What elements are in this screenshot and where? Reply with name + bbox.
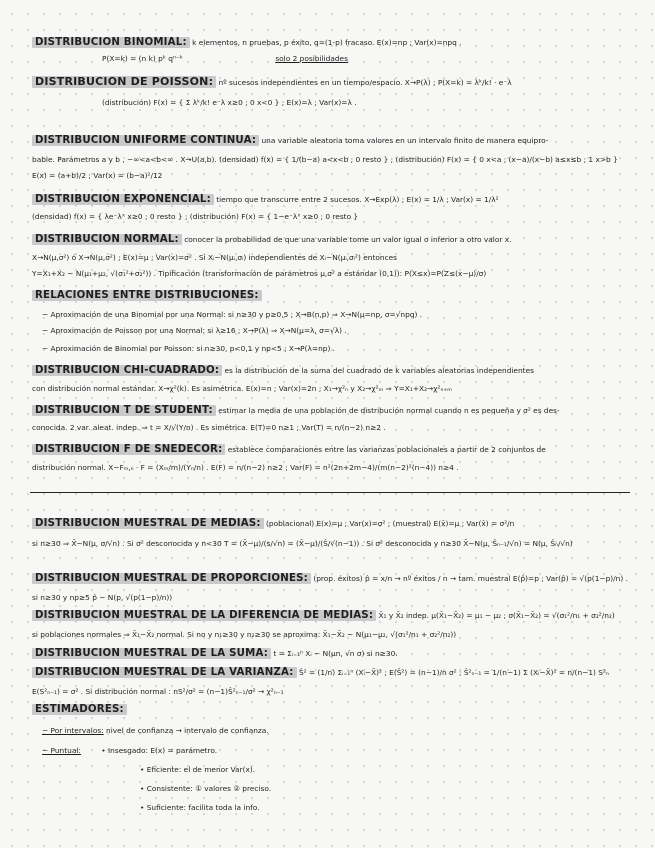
medias-line-2	[32, 538, 632, 549]
chi-heading: DISTRIBUCIÓN CHI-CUADRADO:	[32, 365, 222, 376]
fsnedecor-text-2: distribución normal. X~Fₘ,ₙ · F = (Xₘ/m)/(Yₙ/n) . E(F) = n/(n−2) n≥2 ; Var(F) = n²(2n+2m−4)/(m(n−2)²(n−4)) n≥4 .	[32, 463, 459, 472]
normal-text-2: X→N(μ,σ²) ó X→N(μ,σ²) ; E(x)=μ ; Var(x)=σ² . Si Xᵢ~N(μᵢ,σᵢ) independientes de Xᵢ~N(μᵢ,σᵢ²) entonces	[32, 253, 398, 262]
relaciones-item-3	[32, 343, 642, 354]
relaciones-line-1	[32, 290, 632, 301]
poisson-text: nº sucesos independientes en un tiempo/espacio. X→P(λ) ; P(X=k) = λᵏ/k! · e⁻λ	[218, 78, 512, 87]
fsnedecor-line-2	[32, 462, 632, 473]
relaciones-heading: RELACIONES ENTRE DISTRIBUCIONES:	[32, 290, 262, 301]
puntual-item: • Eficiente: el de menor Var(x).	[140, 765, 256, 774]
exponencial-heading: DISTRIBUCIÓN EXPONENCIAL:	[32, 194, 214, 205]
normal-line-3	[32, 268, 632, 279]
fsnedecor-line-1	[32, 444, 632, 455]
diferencia-text-1: X̄₁ y X̄₂ indep. μ(X̄₁−X̄₂) = μ₁ − μ₂ ; σ(X̄₁−X̄₂) = √(σ₁²/n₁ + σ₂²/n₂)	[378, 611, 615, 620]
uniforme-text-1: una variable aleatoria toma valores en un intervalo finito de manera equipro-	[261, 136, 549, 145]
varianza-line-1	[32, 667, 632, 678]
uniforme-heading: DISTRIBUCIÓN UNIFORME CONTINUA:	[32, 135, 259, 146]
binomial-note: solo 2 posibilidades	[275, 54, 348, 63]
medias-text-2: si n≥30 ⇒ X̄~N(μ, σ/√n) . Si σ² desconocida y n<30 T = (X̄−μ)/(s/√n) = (X̄−μ)/(Ŝ/√(n−1)) . Si σ² desconocida y n≥30 X̄~N(μ, Ŝₙ₋₁/√n) = N(μ, Ŝₙ/√n)	[32, 539, 573, 548]
estimadores-heading: ESTIMADORES:	[32, 704, 127, 715]
binomial-heading: DISTRIBUCIÓN BINOMIAL:	[32, 37, 190, 48]
puntual-item: • Insesgado: E(x) = parámetro.	[101, 746, 218, 755]
proporciones-heading: DISTRIBUCIÓN MUESTRAL DE PROPORCIONES:	[32, 573, 311, 584]
chi-line-1	[32, 365, 632, 376]
suma-line-1	[32, 648, 632, 659]
diferencia-line-1	[32, 610, 632, 621]
poisson-line-2	[32, 97, 632, 108]
estimadores-item-3	[32, 783, 632, 794]
estimadores-item-2	[32, 764, 632, 775]
student-text-2: conocida. 2 var. aleat. indep. ⇒ t = X/√(Y/n) . Es simétrica. E(T)=0 n≥1 ; Var(T) = n/(n−2) n≥2 .	[32, 423, 386, 432]
student-text-1: estimar la media de una población de distribución normal cuando n es pequeña y σ² es des-	[218, 406, 560, 415]
estimadores-puntual	[32, 745, 642, 756]
estimadores-line-1	[32, 704, 632, 715]
intervalos-label: − Por intervalos:	[42, 726, 104, 735]
relaciones-item-text: − Aproximación de Binomial por Poisson: si n≥30, p<0,1 y np<5 ; X→P(λ=np) .	[42, 344, 336, 353]
uniforme-line-3	[32, 170, 632, 181]
proporciones-line-2	[32, 592, 632, 603]
relaciones-item-text: − Aproximación de una Binomial por una Normal: si n≥30 y p≥0,5 ; X→B(n,p) ⇒ X→N(μ=np, σ=√npq) .	[42, 310, 423, 319]
intervalos-text: nivel de confianza → intervalo de confianza.	[106, 726, 269, 735]
binomial-line-2	[32, 53, 632, 64]
section-divider	[30, 492, 630, 493]
relaciones-item-1	[32, 309, 642, 320]
binomial-line-1	[32, 37, 632, 48]
estimadores-item-4	[32, 802, 632, 813]
puntual-label: − Puntual:	[42, 746, 81, 755]
varianza-heading: DISTRIBUCIÓN MUESTRAL DE LA VARIANZA:	[32, 667, 297, 678]
exponencial-text-2: (densidad) f(x) = { λe⁻λˣ x≥0 ; 0 resto } ; (distribución) F(x) = { 1−e⁻λˣ x≥0 ; 0 resto }	[32, 212, 359, 221]
medias-heading: DISTRIBUCIÓN MUESTRAL DE MEDIAS:	[32, 518, 264, 529]
normal-text-3: Y=X₁+X₂ ~ N(μ₁+μ₂, √(σ₁²+σ₂²)) . Tipificación (transformación de parámetros μ,σ² a estándar (0,1)): P(X≤x)=P(Z≤(x−μ)/σ)	[32, 269, 487, 278]
student-heading: DISTRIBUCIÓN T DE STUDENT:	[32, 405, 216, 416]
normal-line-2	[32, 252, 632, 263]
student-line-2	[32, 422, 632, 433]
normal-text-1: conocer la probabilidad de que una variable tome un valor igual o inferior a otro valor x.	[184, 235, 512, 244]
poisson-line-1	[32, 76, 632, 88]
normal-heading: DISTRIBUCIÓN NORMAL:	[32, 234, 182, 245]
puntual-item: • Suficiente: facilita toda la info.	[140, 803, 260, 812]
binomial-formula: P(X=k) = (n k) pᵏ qⁿ⁻ᵏ	[102, 54, 183, 63]
uniforme-line-1	[32, 135, 632, 146]
uniforme-line-2	[32, 154, 632, 165]
puntual-item: • Consistente: ① valores ② preciso.	[140, 784, 272, 793]
suma-text-1: t = Σᵢ₌₁ⁿ Xᵢ ~ N(μn, √n σ) si n≥30.	[273, 649, 398, 658]
varianza-line-2	[32, 686, 632, 697]
uniforme-text-3: E(x) = (a+b)/2 ; Var(x) = (b−a)²/12	[32, 171, 163, 180]
relaciones-item-2	[32, 325, 642, 336]
exponencial-line-1	[32, 194, 632, 205]
exponencial-line-2	[32, 211, 632, 222]
chi-line-2	[32, 383, 632, 394]
diferencia-text-2: si poblaciones normales ⇒ X̄₁−X̄₂ normal. Si no y n₁≥30 y n₂≥30 se aproxima: X̄₁−X̄₂ ~ N(μ₁−μ₂, √(σ₁²/n₁ + σ₂²/n₂))	[32, 630, 457, 639]
poisson-heading: DISTRIBUCIÓN DE POISSON:	[32, 76, 216, 88]
exponencial-text-1: tiempo que transcurre entre 2 sucesos. X→Exp(λ) ; E(x) = 1/λ ; Var(x) = 1/λ²	[216, 195, 499, 204]
normal-line-1	[32, 234, 632, 245]
estimadores-intervalos	[32, 725, 642, 736]
fsnedecor-heading: DISTRIBUCIÓN F DE SNEDECOR:	[32, 444, 225, 455]
proporciones-line-1	[32, 573, 632, 584]
diferencia-heading: DISTRIBUCIÓN MUESTRAL DE LA DIFERENCIA DE MEDIAS:	[32, 610, 376, 621]
proporciones-text-2: si n≥30 y np≥5 p̂ ~ N(p, √(p(1−p)/n))	[32, 593, 173, 602]
varianza-text-2: E(S²ₙ₋₁) = σ² . Si distribución normal : nS²/σ² = (n−1)Ŝ²ₙ₋₁/σ² → χ²ₙ₋₁	[32, 687, 284, 696]
diferencia-line-2	[32, 629, 632, 640]
medias-text-1: (poblacional) E(x)=μ ; Var(x)=σ² ; (muestral) E(x̄)=μ ; Var(x̄) = σ²/n	[266, 519, 515, 528]
chi-text-2: con distribución normal estándar. X→χ²(k). Es asimétrica. E(x)=n ; Var(x)=2n ; X₁→χ²ₙ y X₂→χ²ₘ ⇒ Y=X₁+X₂→χ²ₙ₊ₘ	[32, 384, 452, 393]
fsnedecor-text-1: establece comparaciones entre las varianzas poblacionales a partir de 2 conjuntos de	[227, 445, 546, 454]
proporciones-text-1: (prop. éxitos) p̂ = x/n → nº éxitos / n → tam. muestral E(p̂)=p ; Var(p̂) = √(p(1−p)/n) .	[313, 574, 628, 583]
chi-text-1: es la distribución de la suma del cuadrado de k variables aleatorias independientes	[224, 366, 534, 375]
uniforme-text-2: bable. Parámetros a y b , −∞<a<b<∞ . X→U(a,b). (densidad) f(x) = { 1/(b−a) a<x<b ; 0 resto } ; (distribución) F(x) = { 0 x<a ; (x−a)/(x−b) a≤x≤b ; 1 x>b }	[32, 155, 618, 164]
binomial-text: k elementos, n pruebas, p éxito, q=(1-p) fracaso. E(x)=np ; Var(x)=npq .	[192, 38, 462, 47]
poisson-formula: (distribución) F(x) = { Σ λᵏ/k! e⁻λ x≥0 ; 0 x<0 } ; E(x)=λ ; Var(x)=λ .	[102, 98, 357, 107]
medias-line-1	[32, 518, 632, 529]
varianza-text-1: Ŝ² = (1/n) Σᵢ₌₁ⁿ (Xᵢ−X̄)² ; E(Ŝ²) = (n−1)/n σ² ; Ŝ²ₙ₋₁ = 1/(n−1) Σ (Xᵢ−X̄)² = n/(n−1) S²ₙ	[298, 668, 609, 677]
relaciones-item-text: − Aproximación de Poisson por una Normal: si λ≥16 ; X→P(λ) ⇒ X→N(μ=λ, σ=√λ) .	[42, 326, 347, 335]
suma-heading: DISTRIBUCIÓN MUESTRAL DE LA SUMA:	[32, 648, 271, 659]
student-line-1	[32, 405, 632, 416]
